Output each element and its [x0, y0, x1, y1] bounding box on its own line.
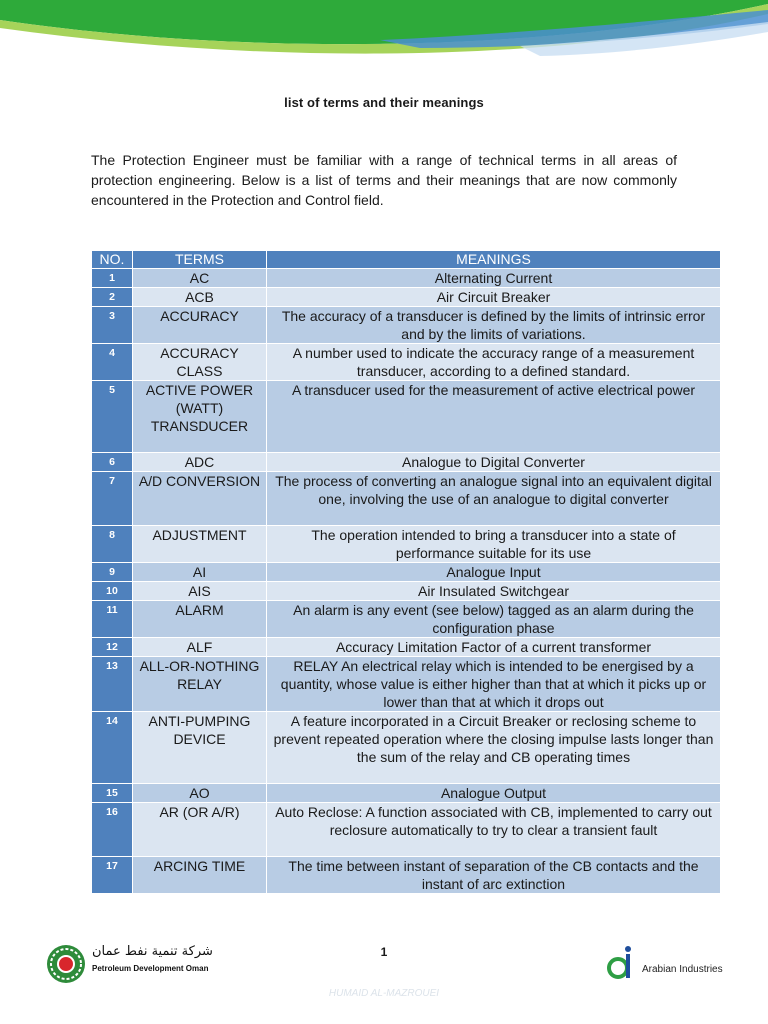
table-row — [92, 344, 721, 381]
row-meaning: A number used to indicate the accuracy range of a measurement transducer, according to a defined standard. — [267, 344, 721, 381]
row-meaning: A feature incorporated in a Circuit Breaker or reclosing scheme to prevent repeated operation where the closing impulse lasts longer than the sum of the relay and CB operating times — [267, 712, 721, 784]
row-meaning: Accuracy Limitation Factor of a current transformer — [267, 638, 721, 657]
watermark-text: HUMAID AL-MAZROUEI — [328, 988, 440, 999]
row-number: 3 — [92, 307, 133, 344]
row-term: AI — [133, 563, 267, 582]
row-meaning: Air Insulated Switchgear — [267, 582, 721, 601]
document-title: list of terms and their meanings — [284, 95, 484, 110]
row-term: ACCURACY — [133, 307, 267, 344]
row-term: ACTIVE POWER (WATT) TRANSDUCER — [133, 381, 267, 453]
row-number: 10 — [92, 582, 133, 601]
header-no: NO. — [92, 251, 133, 269]
table-row — [92, 563, 721, 582]
table-header-row — [92, 251, 721, 269]
pdo-arabic-name: شركة تنمية نفط عمان — [92, 944, 213, 959]
row-meaning: Analogue Output — [267, 784, 721, 803]
ai-mark-icon — [604, 944, 640, 982]
row-meaning: An alarm is any event (see below) tagged as an alarm during the configuration phase — [267, 601, 721, 638]
table-row — [92, 269, 721, 288]
table-row — [92, 638, 721, 657]
row-meaning: Analogue to Digital Converter — [267, 453, 721, 472]
table-row — [92, 803, 721, 857]
row-number: 13 — [92, 657, 133, 712]
row-number: 9 — [92, 563, 133, 582]
row-term: AC — [133, 269, 267, 288]
arabian-industries-logo — [604, 944, 744, 984]
row-term: ANTI-PUMPING DEVICE — [133, 712, 267, 784]
row-number: 14 — [92, 712, 133, 784]
row-meaning: The process of converting an analogue signal into an equivalent digital one, involving the use of an analogue to digital converter — [267, 472, 721, 526]
table-row — [92, 712, 721, 784]
header-banner — [0, 0, 768, 110]
table-row — [92, 657, 721, 712]
row-term: ADJUSTMENT — [133, 526, 267, 563]
row-term: ACCURACY CLASS — [133, 344, 267, 381]
row-meaning: The time between instant of separation of the CB contacts and the instant of arc extinction — [267, 857, 721, 894]
header-meanings: MEANINGS — [267, 251, 721, 269]
terms-table — [91, 250, 721, 894]
row-term: ALL-OR-NOTHING RELAY — [133, 657, 267, 712]
row-number: 5 — [92, 381, 133, 453]
row-number: 2 — [92, 288, 133, 307]
row-number: 16 — [92, 803, 133, 857]
pdo-emblem-icon — [46, 944, 86, 984]
row-number: 7 — [92, 472, 133, 526]
table-row — [92, 307, 721, 344]
row-number: 6 — [92, 453, 133, 472]
row-term: ALARM — [133, 601, 267, 638]
table-row — [92, 784, 721, 803]
table-row — [92, 288, 721, 307]
pdo-logo — [36, 936, 226, 992]
table-row — [92, 381, 721, 453]
row-meaning: The operation intended to bring a transducer into a state of performance suitable for its use — [267, 526, 721, 563]
ai-company-name: Arabian Industries — [642, 964, 723, 975]
row-meaning: Alternating Current — [267, 269, 721, 288]
row-number: 1 — [92, 269, 133, 288]
row-term: ACB — [133, 288, 267, 307]
row-number: 4 — [92, 344, 133, 381]
row-meaning: Air Circuit Breaker — [267, 288, 721, 307]
row-number: 17 — [92, 857, 133, 894]
table-row — [92, 472, 721, 526]
row-number: 8 — [92, 526, 133, 563]
row-meaning: A transducer used for the measurement of active electrical power — [267, 381, 721, 453]
table-row — [92, 582, 721, 601]
page-number: 1 — [380, 945, 388, 959]
header-terms: TERMS — [133, 251, 267, 269]
table-row — [92, 601, 721, 638]
table-row — [92, 857, 721, 894]
row-meaning: Auto Reclose: A function associated with CB, implemented to carry out reclosure automatically to try to clear a transient fault — [267, 803, 721, 857]
row-term: ALF — [133, 638, 267, 657]
row-number: 15 — [92, 784, 133, 803]
row-term: ARCING TIME — [133, 857, 267, 894]
row-meaning: RELAY An electrical relay which is intended to be energised by a quantity, whose value is either higher than that at which it picks up or lower than that at which it drops out — [267, 657, 721, 712]
row-number: 12 — [92, 638, 133, 657]
table-row — [92, 453, 721, 472]
row-number: 11 — [92, 601, 133, 638]
pdo-company-name: Petroleum Development Oman — [92, 964, 209, 973]
row-term: AIS — [133, 582, 267, 601]
table-row — [92, 526, 721, 563]
row-meaning: The accuracy of a transducer is defined by the limits of intrinsic error and by the limits of variations. — [267, 307, 721, 344]
row-term: A/D CONVERSION — [133, 472, 267, 526]
row-term: AO — [133, 784, 267, 803]
row-term: ADC — [133, 453, 267, 472]
row-term: AR (OR A/R) — [133, 803, 267, 857]
row-meaning: Analogue Input — [267, 563, 721, 582]
intro-paragraph: The Protection Engineer must be familiar with a range of technical terms in all areas of protection engineering. Below is a list of terms and their meanings that are now commonly encountered in the Protection and Control field. — [91, 152, 677, 208]
